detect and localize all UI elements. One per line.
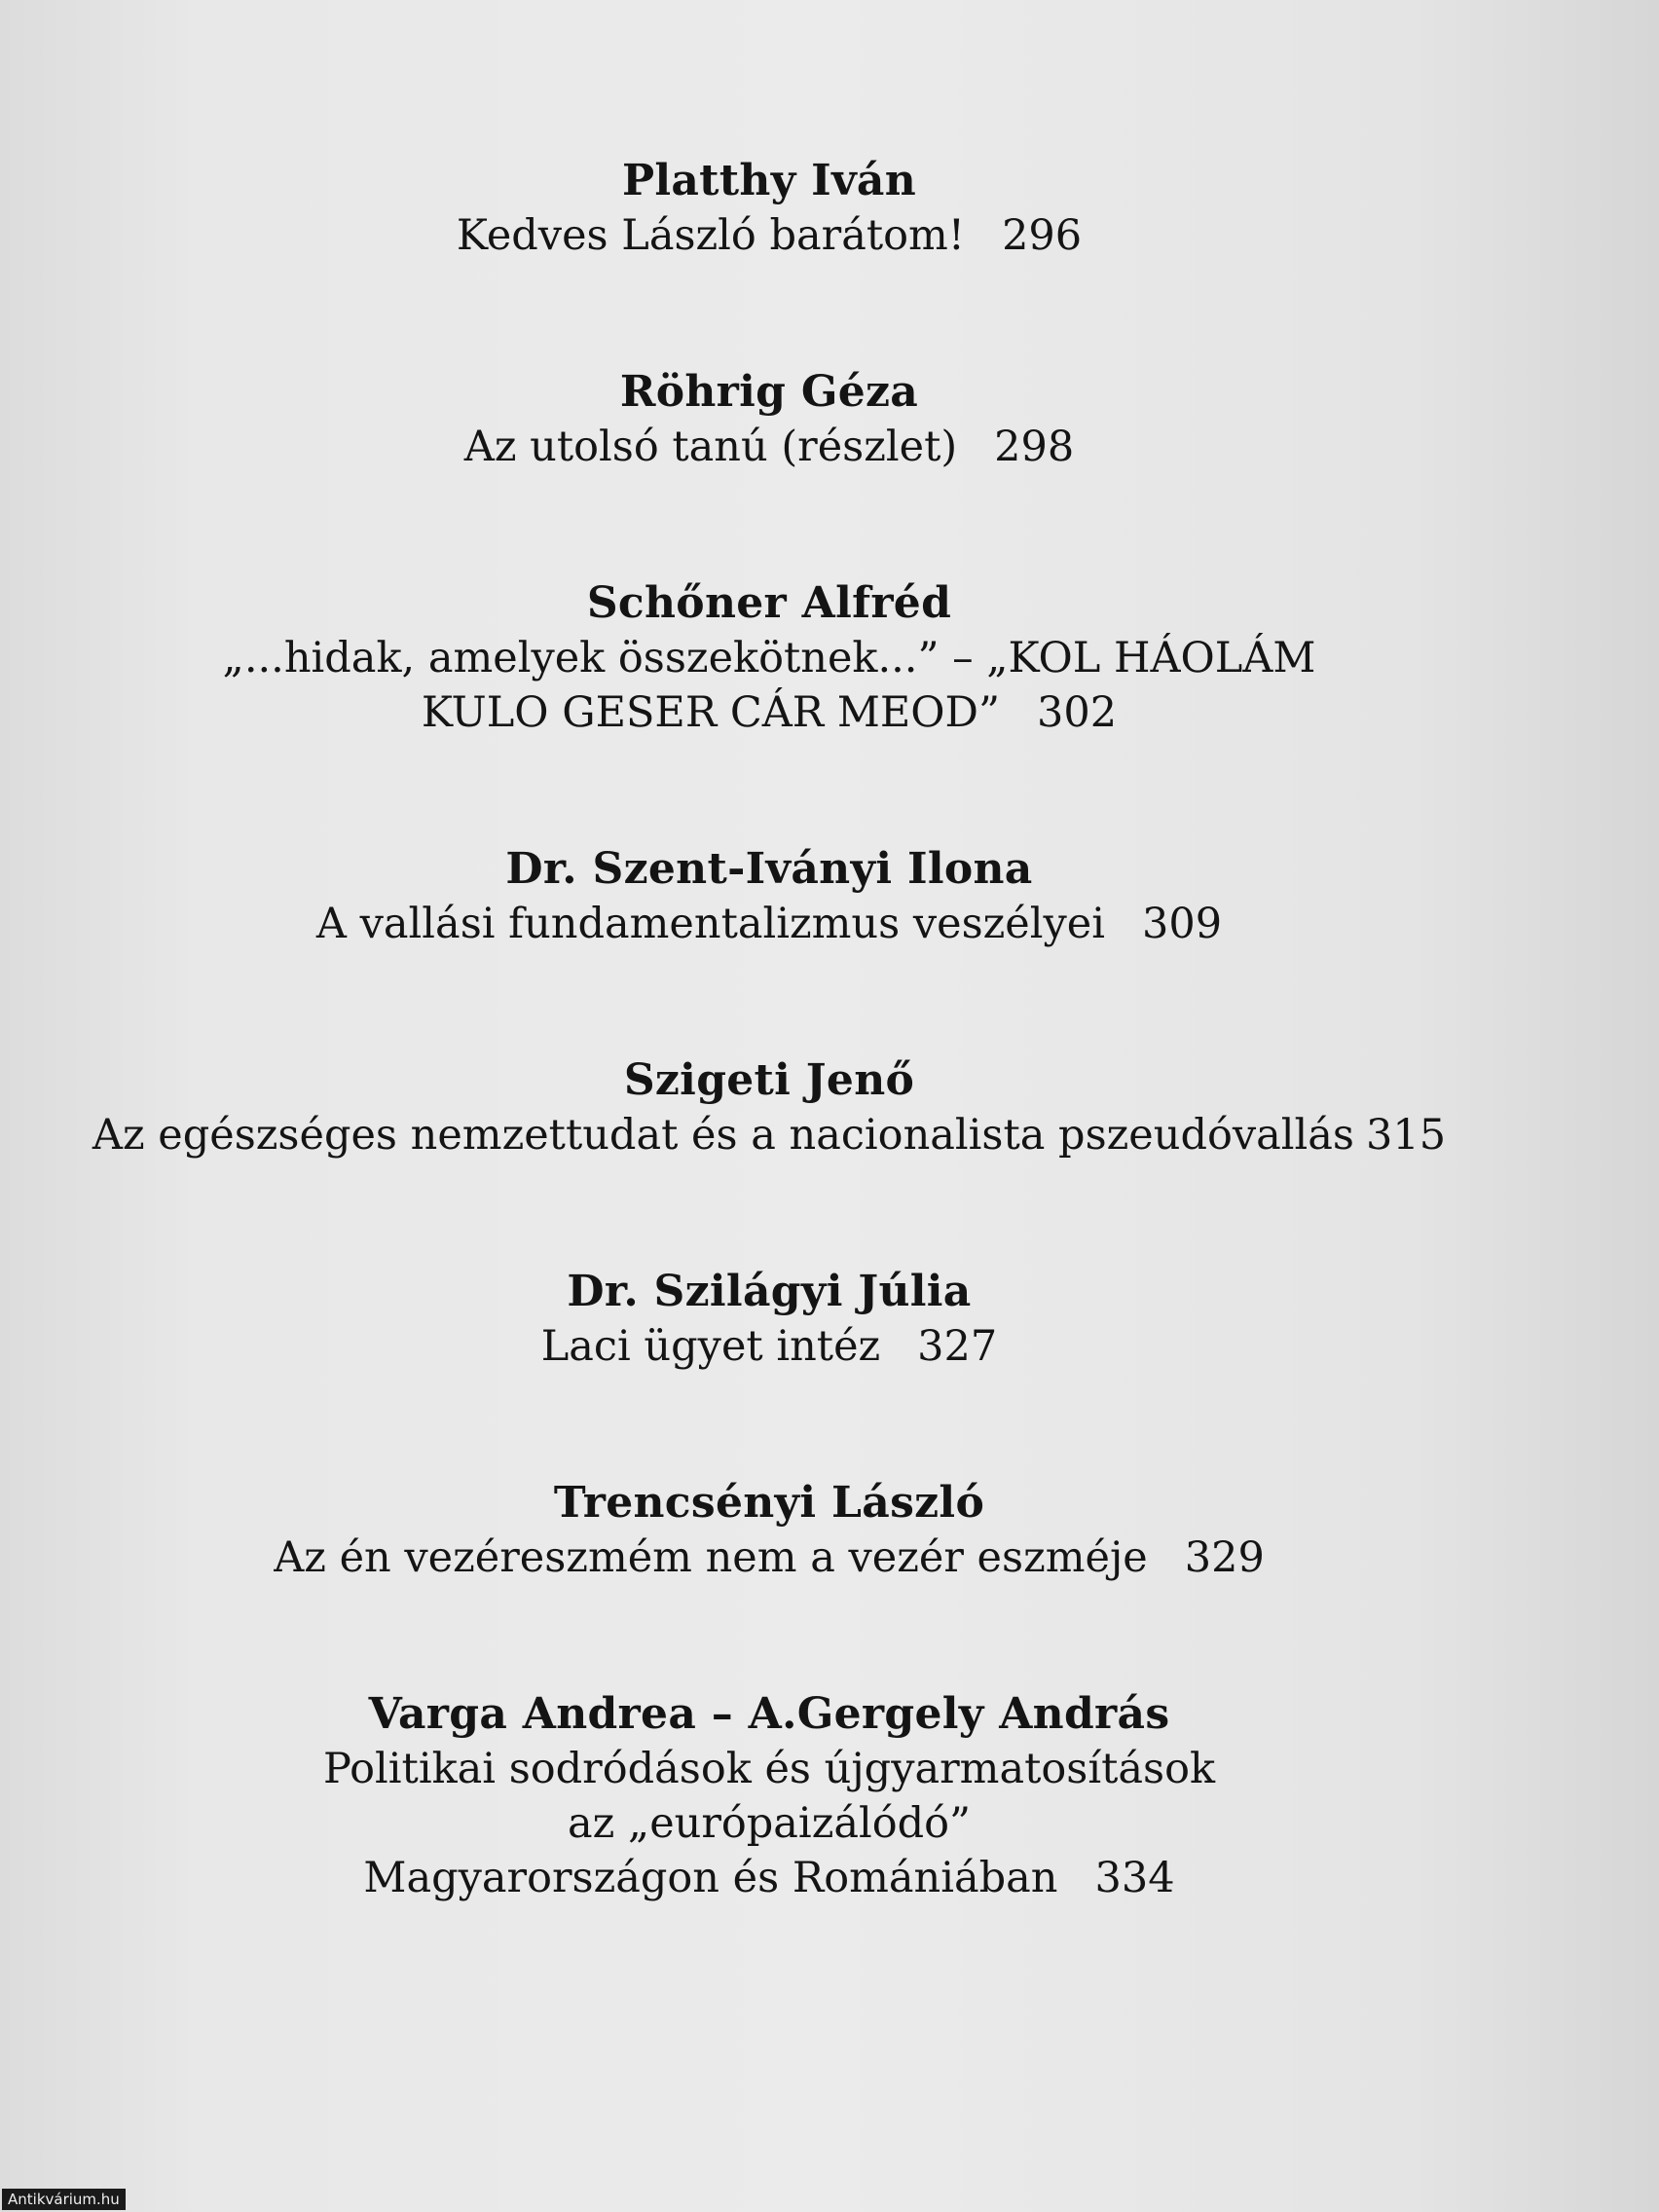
entry-page-number: 298 — [994, 423, 1075, 471]
toc-entry — [0, 1476, 1538, 1585]
entry-author: Dr. Szent-Iványi Ilona — [505, 844, 1033, 894]
entry-author: Varga Andrea – A.Gergely András — [368, 1689, 1170, 1739]
entry-title: Kedves László barátom! — [456, 211, 966, 260]
entry-page-number: 329 — [1184, 1533, 1265, 1582]
entry-title: Magyarországon és Romániában — [363, 1854, 1058, 1902]
entry-page-number: 315 — [1366, 1111, 1447, 1160]
entry-author: Trencsényi László — [553, 1478, 985, 1528]
entry-author: Dr. Szilágyi Júlia — [567, 1267, 972, 1316]
entry-page-number: 327 — [917, 1322, 998, 1371]
entry-page-number: 309 — [1142, 900, 1223, 948]
entry-title-line — [0, 208, 1538, 263]
entry-title-line — [0, 897, 1538, 951]
toc-entry — [0, 1265, 1538, 1374]
entry-title: A vallási fundamentalizmus veszélyei — [315, 900, 1105, 948]
entry-title: az „európaizálódó” — [567, 1799, 972, 1848]
entry-title-line — [0, 685, 1538, 740]
entry-title-line — [0, 631, 1538, 685]
entry-title-line — [0, 1796, 1538, 1851]
toc-entry — [0, 1053, 1538, 1162]
entry-title-line — [0, 1851, 1538, 1905]
entry-title: „...hidak, amelyek összekötnek...” – „KOL HÁOLÁM — [222, 634, 1316, 682]
entry-title-line — [0, 1108, 1538, 1162]
entry-title: Politikai sodródások és újgyarmatosítások — [322, 1745, 1216, 1793]
entry-title: Az én vezéreszmém nem a vezér eszméje — [274, 1533, 1148, 1582]
entry-title: KULO GESER CÁR MEOD” — [421, 688, 1000, 737]
entry-title-line — [0, 1319, 1538, 1374]
entry-author: Röhrig Géza — [619, 367, 919, 417]
entry-author: Szigeti Jenő — [623, 1055, 915, 1105]
entry-title: Laci ügyet intéz — [540, 1322, 881, 1371]
entry-author: Platthy Iván — [621, 156, 917, 205]
entry-page-number: 296 — [1002, 211, 1083, 260]
entry-title-line — [0, 1530, 1538, 1585]
entry-page-number: 334 — [1094, 1854, 1175, 1902]
entry-title-line — [0, 1742, 1538, 1796]
toc-entry — [0, 842, 1538, 951]
toc-entry — [0, 154, 1538, 263]
table-of-contents — [0, 154, 1538, 2008]
toc-entry — [0, 365, 1538, 474]
toc-entry — [0, 1687, 1538, 1905]
watermark-label: Antikvárium.hu — [2, 2189, 126, 2210]
entry-page-number: 302 — [1037, 688, 1118, 737]
entry-title: Az egészséges nemzettudat és a nacionalista pszeudóvallás — [92, 1111, 1354, 1160]
entry-title: Az utolsó tanú (részlet) — [463, 423, 958, 471]
toc-entry — [0, 576, 1538, 740]
entry-author: Schőner Alfréd — [586, 578, 952, 628]
entry-title-line — [0, 420, 1538, 474]
